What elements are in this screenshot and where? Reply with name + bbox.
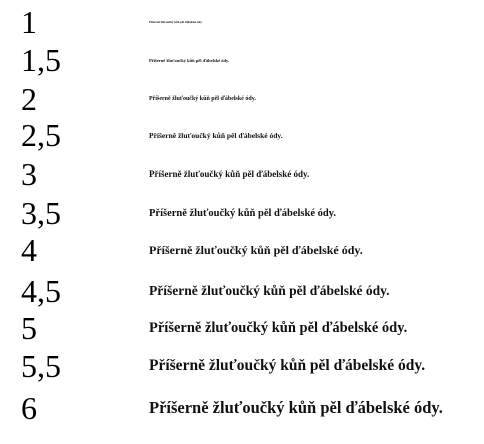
sample-row-3: [0, 156, 484, 192]
size-label: 6: [21, 390, 37, 426]
sample-text: Příšerně žluťoučký kůň pěl ďábelské ódy.: [149, 130, 283, 140]
sample-row-2-5: [0, 117, 484, 153]
sample-row-4-5: [0, 273, 484, 309]
size-label: 1,5: [21, 42, 61, 78]
size-label: 4,5: [21, 273, 61, 309]
sample-text: Příšerně žluťoučký kůň pěl ďábelské ódy.: [149, 398, 443, 417]
size-label: 4: [21, 232, 37, 268]
size-label: 3,5: [21, 195, 61, 231]
size-label: 5: [21, 310, 37, 346]
sample-text: Příšerně žluťoučký kůň pěl ďábelské ódy.: [149, 207, 337, 219]
sample-text: Příšerně žluťoučký kůň pěl ďábelské ódy.: [149, 283, 390, 298]
sample-row-1: [0, 4, 484, 40]
sample-text: Příšerně žluťoučký kůň pěl ďábelské ódy.: [149, 319, 408, 336]
sample-text: Příšerně žluťoučký kůň pěl ďábelské ódy.: [149, 96, 256, 102]
sample-text: Příšerně žluťoučký kůň pěl ďábelské ódy.: [149, 57, 230, 63]
sample-row-3-5: [0, 195, 484, 231]
sample-text: Příšerně žluťoučký kůň pěl ďábelské ódy.: [149, 242, 363, 257]
sample-text: Příšerně žluťoučký kůň pěl ďábelské ódy.: [149, 357, 426, 374]
sample-text: Příšerně žluťoučký kůň pěl ďábelské ódy.: [149, 169, 310, 179]
sample-row-5: [0, 310, 484, 346]
sample-row-4: [0, 232, 484, 268]
size-label: 2: [21, 81, 37, 117]
size-label: 3: [21, 156, 37, 192]
sample-row-2: [0, 81, 484, 117]
size-label: 2,5: [21, 117, 61, 153]
sample-text: Příšerně žluťoučký kůň pěl ďábelské ódy.: [149, 20, 203, 24]
size-label: 1: [21, 4, 37, 40]
sample-row-1-5: [0, 42, 484, 78]
sample-row-5-5: [0, 348, 484, 384]
size-label: 5,5: [21, 348, 61, 384]
sample-row-6: [0, 390, 484, 426]
